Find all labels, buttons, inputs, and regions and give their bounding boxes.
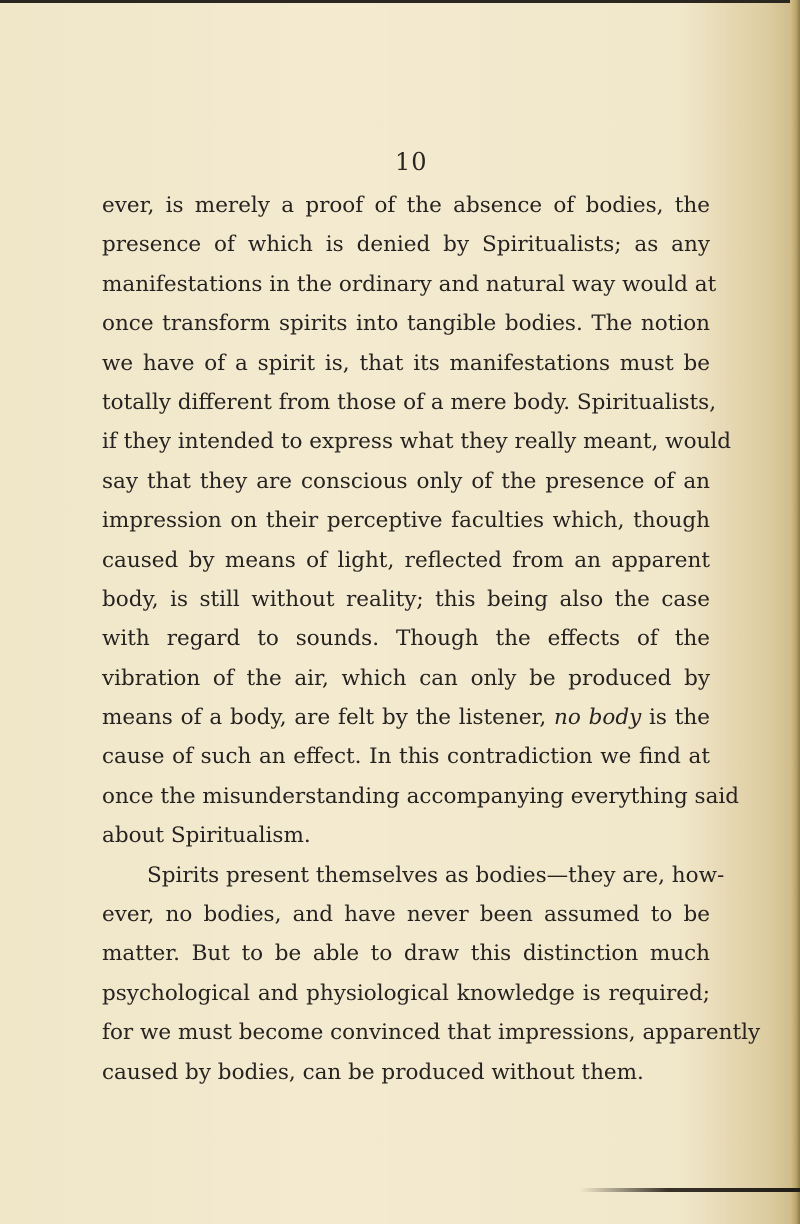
page-number: 10: [395, 148, 428, 176]
text-line: caused by means of light, reflected from an apparent: [102, 547, 710, 573]
text-line: psychological and physiological knowledge is required;: [102, 980, 710, 1006]
text-span: is the: [641, 705, 710, 731]
text-line: vibration of the air, which can only be produced by: [102, 665, 710, 691]
text-line: if they intended to express what they really meant, would: [102, 429, 732, 455]
text-line-with-italic: [102, 698, 710, 737]
text-line: manifestations in the ordinary and natural way would at: [102, 271, 717, 297]
text-line: we have of a spirit is, that its manifestations must be: [102, 350, 710, 376]
text-line: for we must become convinced that impressions, apparently: [102, 1020, 761, 1046]
text-line: about Spiritualism.: [102, 823, 311, 849]
text-line: presence of which is denied by Spiritualists; as any: [102, 232, 710, 258]
text-line: with regard to sounds. Though the effects of the: [102, 626, 710, 652]
italic-phrase: no body: [554, 705, 642, 731]
page-top-edge: [0, 0, 800, 3]
body-text: [102, 186, 792, 1092]
text-line: ever, is merely a proof of the absence of bodies, the: [102, 193, 710, 218]
text-line: cause of such an effect. In this contradiction we find at: [102, 744, 710, 770]
text-line: say that they are conscious only of the presence of an: [102, 468, 710, 494]
text-line: once transform spirits into tangible bodies. The notion: [102, 311, 710, 337]
text-line: Spirits present themselves as bodies—they are, how-: [147, 862, 725, 888]
text-line: caused by bodies, can be produced without them.: [102, 1059, 644, 1085]
page-bottom-shadow: [580, 1188, 800, 1192]
text-line: once the misunderstanding accompanying everything said: [102, 783, 740, 809]
text-line: body, is still without reality; this being also the case: [102, 586, 710, 612]
text-line: totally different from those of a mere body. Spiritualists,: [102, 389, 717, 415]
text-span: means of a body, are felt by the listener,: [102, 705, 555, 731]
text-line: ever, no bodies, and have never been assumed to be: [102, 902, 710, 928]
text-line: matter. But to be able to draw this distinction much: [102, 941, 710, 967]
text-line: impression on their perceptive faculties which, though: [102, 508, 710, 534]
